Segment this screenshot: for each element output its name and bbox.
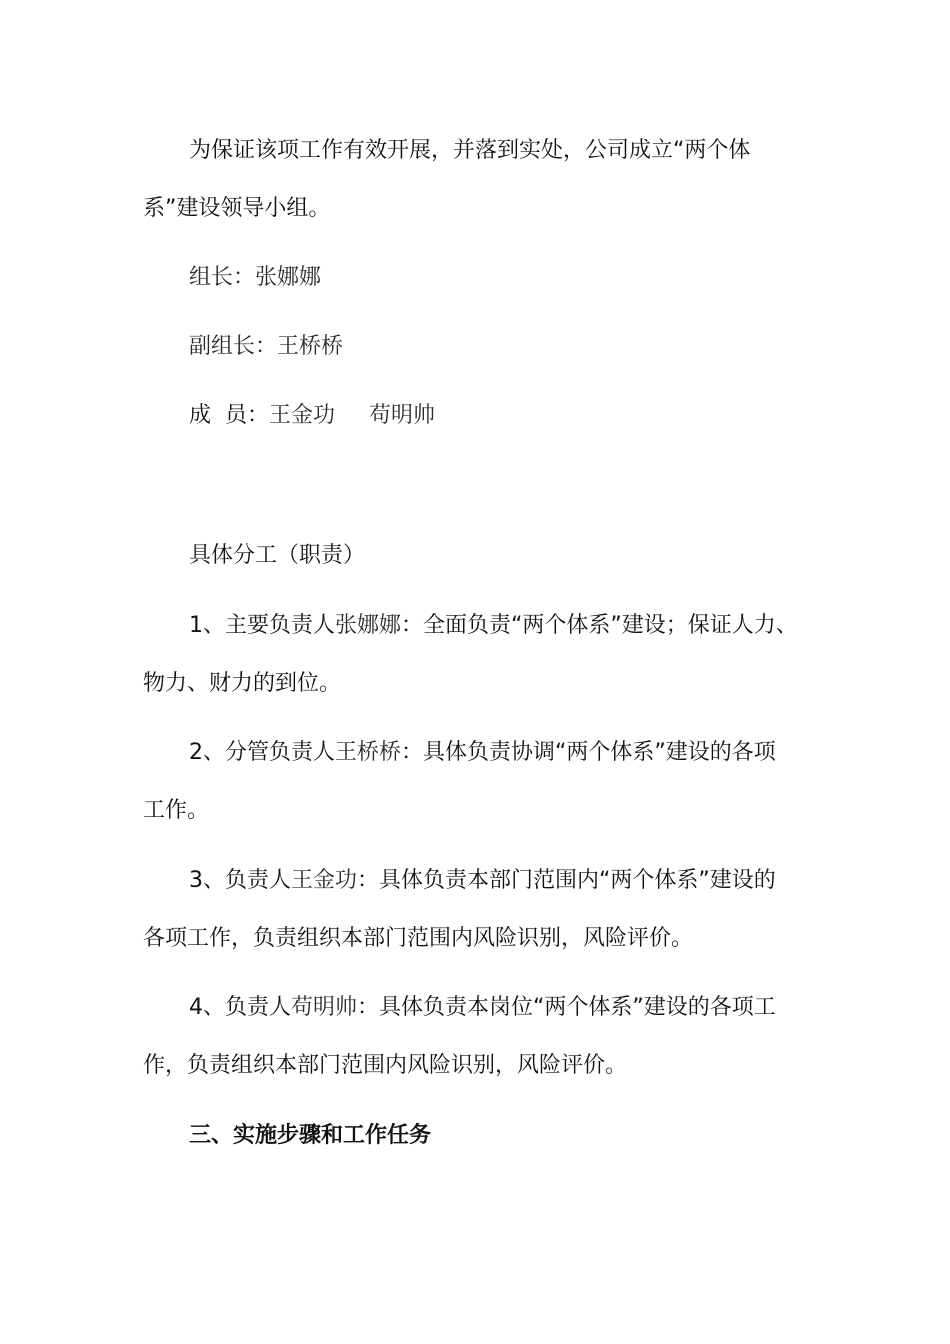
- intro-line-2: 系”建设领导小组。: [143, 196, 331, 221]
- division-item-1-line-1: [189, 611, 798, 641]
- division-item-4-line-2: 作，负责组织本部门范围内风险识别，风险评价。: [143, 1053, 628, 1078]
- group-deputy-name: 王桥桥: [277, 334, 344, 359]
- intro-line-1: 为保证该项工作有效开展，并落到实处，公司成立“两个体: [189, 138, 751, 163]
- group-member-2: 苟明帅: [369, 403, 436, 428]
- group-member-1: 王金功: [269, 403, 336, 428]
- division-item-3-line-2: 各项工作，负责组织本部门范围内风险识别，风险评价。: [143, 926, 694, 951]
- division-item-2-line-2: 工作。: [143, 798, 210, 823]
- division-item-1-line-2: 物力、财力的到位。: [143, 671, 342, 696]
- division-item-text: ：具体负责本部门范围内“两个体系”建设的: [357, 868, 776, 893]
- division-item-prefix: 3、负责人: [189, 868, 291, 893]
- group-members-row: [189, 401, 435, 431]
- division-item-prefix: 1、主要负责人: [189, 613, 335, 638]
- division-item-2-line-1: [189, 738, 776, 768]
- division-item-text: ：全面负责“两个体系”建设；保证人力、: [401, 613, 798, 638]
- division-item-4-line-1: [189, 993, 776, 1023]
- group-leader-row: [189, 263, 321, 293]
- section-3-heading: 三、实施步骤和工作任务: [189, 1123, 432, 1148]
- group-deputy-row: [189, 332, 343, 362]
- division-item-text: ：具体负责协调“两个体系”建设的各项: [401, 740, 776, 765]
- division-item-person: 王金功: [291, 868, 358, 893]
- division-item-3-line-1: [189, 866, 776, 896]
- division-item-text: ：具体负责本岗位“两个体系”建设的各项工: [357, 995, 776, 1020]
- group-leader-label: 组长：: [189, 265, 256, 290]
- group-deputy-label: 副组长：: [189, 334, 278, 359]
- division-item-prefix: 2、分管负责人: [189, 740, 335, 765]
- division-item-person: 苟明帅: [291, 995, 358, 1020]
- division-item-person: 王桥桥: [335, 740, 402, 765]
- group-leader-name: 张娜娜: [255, 265, 322, 290]
- division-item-person: 张娜娜: [335, 613, 402, 638]
- division-title: 具体分工（职责）: [189, 543, 366, 568]
- division-item-prefix: 4、负责人: [189, 995, 291, 1020]
- group-members-label: 成 员：: [189, 403, 269, 428]
